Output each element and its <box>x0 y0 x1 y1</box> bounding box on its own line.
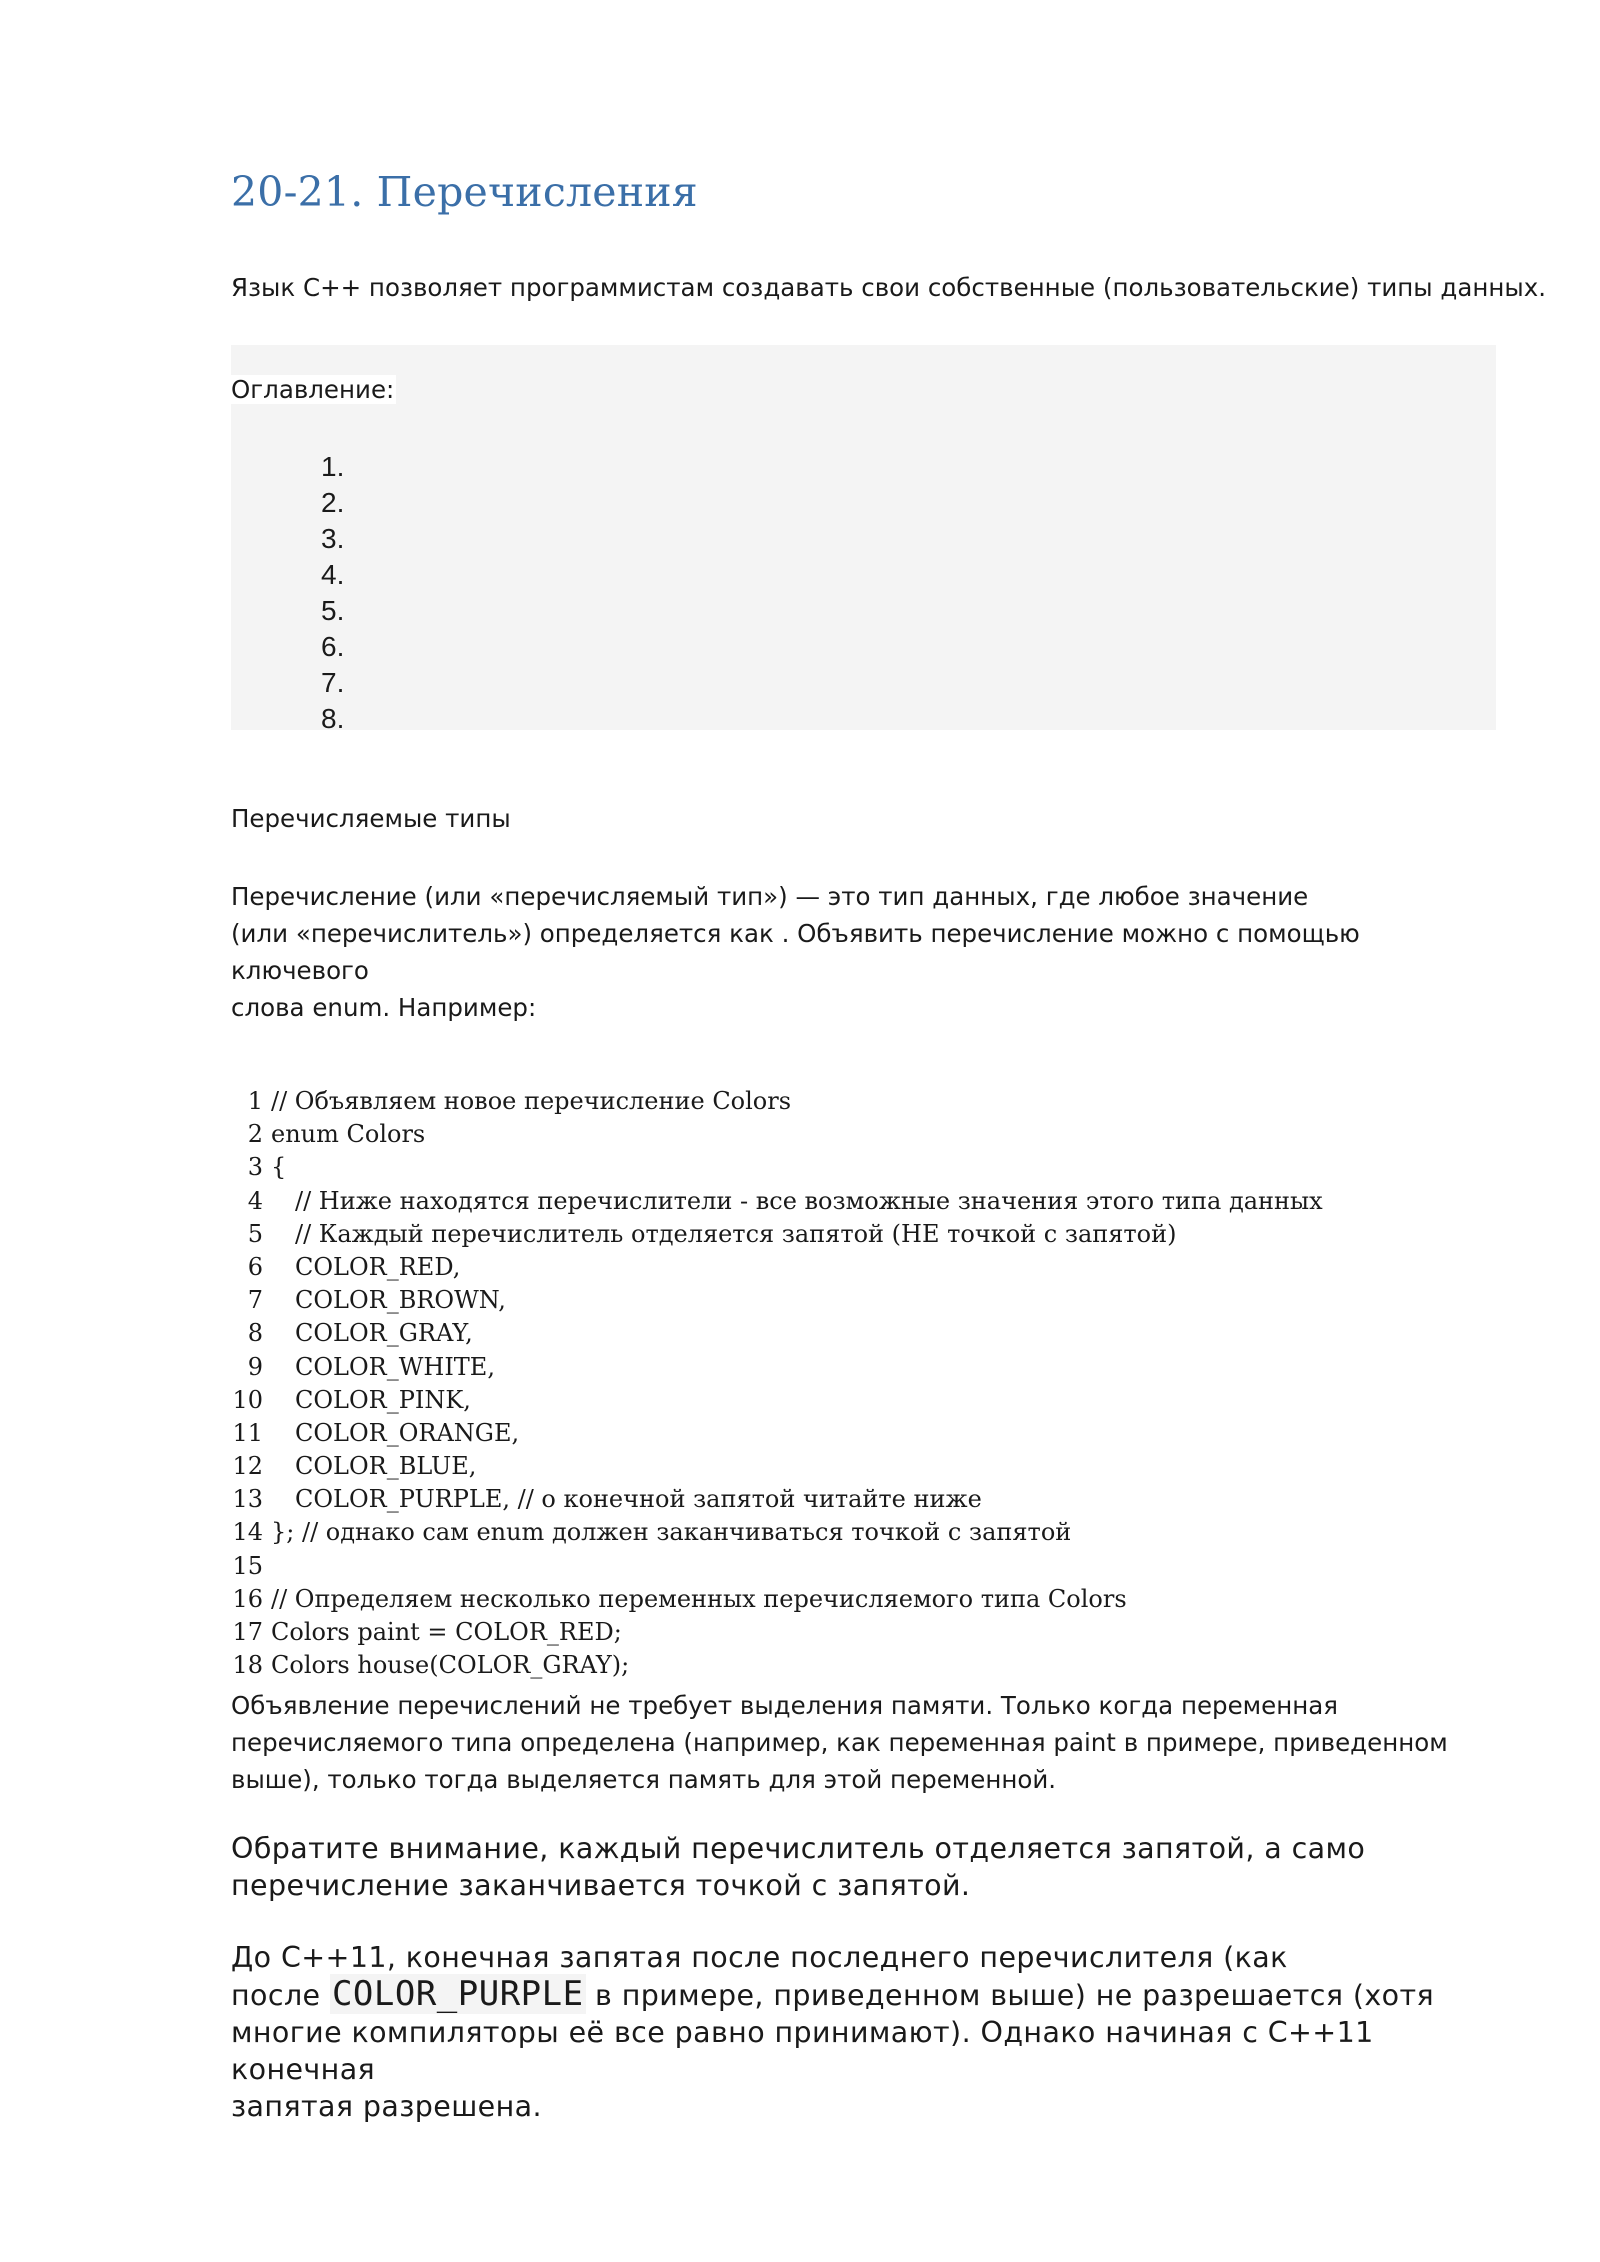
toc-list <box>321 449 344 737</box>
code-text: // Определяем несколько переменных перечисляемого типа Colors <box>271 1584 1127 1613</box>
code-text: COLOR_ORANGE, <box>295 1418 520 1447</box>
line-number: 6 <box>247 1252 263 1281</box>
toc-item[interactable]: 6. <box>321 631 345 662</box>
code-line <box>231 1616 1323 1649</box>
code-line <box>231 1218 1323 1251</box>
toc-item[interactable]: 2. <box>321 487 345 518</box>
line-number: 15 <box>232 1551 263 1580</box>
toc-item[interactable]: 5. <box>321 595 345 626</box>
code-line <box>231 1417 1323 1450</box>
line-number: 17 <box>232 1618 263 1646</box>
note-line: перечисление заканчивается точкой с запятой. <box>231 1869 971 1902</box>
line-number: 8 <box>247 1319 263 1348</box>
toc-item[interactable]: 1. <box>321 451 345 482</box>
line-number: 14 <box>232 1518 263 1547</box>
code-line <box>231 1085 1323 1118</box>
line-number: 5 <box>247 1219 263 1248</box>
code-text: { <box>271 1153 287 1182</box>
line-number: 13 <box>232 1485 263 1514</box>
comma-note <box>231 1830 1496 1904</box>
code-line <box>231 1649 1323 1682</box>
code-text: // Ниже находятся перечислители - все возможные значения этого типа данных <box>295 1186 1323 1215</box>
code-text: // Объявляем новое перечисление Colors <box>271 1087 792 1115</box>
intro-paragraph: Язык C++ позволяет программистам создавать свои собственные (пользовательские) типы данных. <box>231 273 1547 302</box>
line-number: 4 <box>247 1186 263 1215</box>
code-text: Colors house(COLOR_GRAY); <box>271 1651 630 1680</box>
line-number: 1 <box>247 1087 263 1115</box>
code-line <box>231 1151 1323 1184</box>
code-block <box>231 1085 1323 1682</box>
paragraph-line: перечисляемого типа определена (например, как переменная paint в примере, приведенном <box>231 1728 1448 1757</box>
line-number: 11 <box>232 1418 263 1447</box>
code-text: COLOR_RED, <box>295 1252 461 1281</box>
line-number: 7 <box>247 1286 263 1315</box>
code-line <box>231 1351 1323 1384</box>
toc-item[interactable]: 7. <box>321 667 345 698</box>
code-text: Colors paint = COLOR_RED; <box>271 1618 622 1646</box>
code-text: COLOR_WHITE, <box>295 1352 495 1381</box>
code-line <box>231 1251 1323 1284</box>
code-line <box>231 1384 1323 1417</box>
note-line: Обратите внимание, каждый перечислитель отделяется запятой, а само <box>231 1832 1366 1865</box>
table-of-contents <box>231 345 1496 734</box>
note-text: после <box>231 1979 330 2012</box>
code-text: }; // однако сам enum должен заканчиваться точкой с запятой <box>271 1518 1072 1547</box>
note-line <box>231 1976 1496 2014</box>
code-line <box>231 1483 1323 1516</box>
code-line <box>231 1450 1323 1483</box>
line-number: 2 <box>247 1120 263 1149</box>
code-line <box>231 1185 1323 1218</box>
paragraph-line: (или «перечислитель») определяется как . Объявить перечисление можно с помощью ключевого <box>231 919 1360 985</box>
toc-item[interactable]: 8. <box>321 703 345 734</box>
line-number: 3 <box>247 1153 263 1182</box>
line-number: 9 <box>247 1352 263 1381</box>
code-line <box>231 1118 1323 1151</box>
code-text: COLOR_PINK, <box>295 1385 471 1414</box>
line-number: 18 <box>232 1651 263 1680</box>
page-title: 20-21. Перечисления <box>231 168 698 216</box>
code-text: COLOR_BLUE, <box>295 1452 477 1481</box>
note-line: многие компиляторы её все равно принимают). Однако начиная с C++11 конечная <box>231 2016 1374 2086</box>
code-text: COLOR_BROWN, <box>295 1286 506 1315</box>
code-line <box>231 1317 1323 1350</box>
note-line: До C++11, конечная запятая после последнего перечислителя (как <box>231 1941 1288 1974</box>
section-heading: Перечисляемые типы <box>231 804 511 833</box>
code-text: enum Colors <box>271 1120 426 1149</box>
paragraph-line: Перечисление (или «перечисляемый тип») — это тип данных, где любое значение <box>231 882 1309 911</box>
code-line <box>231 1550 1323 1583</box>
code-line <box>231 1284 1323 1317</box>
note-line: запятая разрешена. <box>231 2090 542 2123</box>
paragraph-line: слова enum. Например: <box>231 993 537 1022</box>
code-text: // Каждый перечислитель отделяется запятой (НЕ точкой с запятой) <box>295 1219 1177 1248</box>
toc-label: Оглавление: <box>231 375 395 404</box>
line-number: 16 <box>232 1584 263 1613</box>
code-text: COLOR_GRAY, <box>295 1319 473 1348</box>
paragraph-line: выше), только тогда выделяется память для этой переменной. <box>231 1765 1057 1794</box>
line-number: 12 <box>232 1452 263 1481</box>
code-line <box>231 1516 1323 1549</box>
toc-item[interactable]: 3. <box>321 523 345 554</box>
code-text: COLOR_PURPLE, // о конечной запятой читайте ниже <box>295 1485 982 1514</box>
trailing-comma-note <box>231 1939 1496 2125</box>
memory-paragraph <box>231 1687 1496 1798</box>
toc-item[interactable]: 4. <box>321 559 345 590</box>
inline-code: COLOR_PURPLE <box>331 1974 584 2014</box>
line-number: 10 <box>232 1385 263 1414</box>
enum-definition-paragraph <box>231 878 1496 1026</box>
note-text: в примере, приведенном выше) не разрешается (хотя <box>585 1979 1434 2012</box>
paragraph-line: Объявление перечислений не требует выделения памяти. Только когда переменная <box>231 1691 1339 1720</box>
code-line <box>231 1583 1323 1616</box>
